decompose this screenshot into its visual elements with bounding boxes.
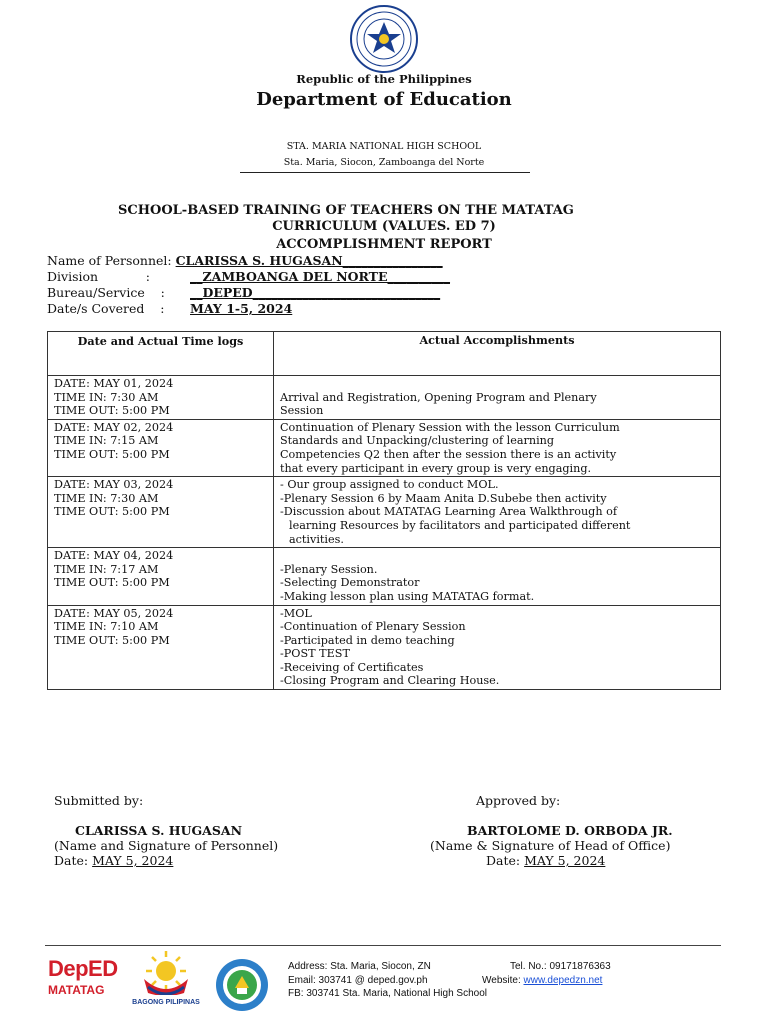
info-personnel — [47, 253, 443, 268]
table-header-row — [48, 332, 721, 376]
department-title: Department of Education — [256, 89, 512, 110]
footer-address: Address: Sta. Maria, Siocon, ZN — [288, 961, 431, 972]
acc-line: Standards and Unpacking/clustering of learning — [280, 434, 555, 448]
table-row — [48, 548, 721, 605]
info-value: __ZAMBOANGA DEL NORTE__________ — [190, 269, 451, 284]
footer-website — [482, 975, 602, 986]
submitted-by-role: (Name and Signature of Personnel) — [54, 838, 279, 853]
log-line: TIME IN: 7:15 AM — [54, 434, 159, 448]
log-cell — [48, 605, 274, 690]
accomplishment-cell — [274, 548, 721, 605]
submitted-by-name: CLARISSA S. HUGASAN — [75, 823, 243, 838]
submitted-date — [54, 853, 173, 868]
school-seal-icon — [215, 958, 269, 1012]
acc-line: -POST TEST — [280, 647, 350, 661]
deped-seal-icon — [349, 4, 419, 74]
column-header-logs: Date and Actual Time logs — [48, 332, 274, 376]
acc-line: -Plenary Session 6 by Maam Anita D.Subebe then activity — [280, 491, 607, 505]
log-line: TIME IN: 7:30 AM — [54, 491, 159, 505]
table-row — [48, 477, 721, 548]
info-value: MAY 1-5, 2024 — [190, 301, 293, 316]
date-value: MAY 5, 2024 — [524, 853, 606, 868]
acc-line: -Continuation of Plenary Session — [280, 620, 466, 634]
log-line: TIME IN: 7:17 AM — [54, 562, 159, 576]
bagong-pilipinas-sun-icon — [126, 949, 206, 995]
log-cell — [48, 548, 274, 605]
approved-by-role: (Name & Signature of Head of Office) — [430, 838, 671, 853]
acc-line: Arrival and Registration, Opening Program and Plenary — [280, 390, 597, 404]
log-cell — [48, 376, 274, 420]
website-label: Website: — [482, 975, 524, 986]
column-header-accomplishments: Actual Accomplishments — [274, 332, 721, 376]
log-line: DATE: MAY 04, 2024 — [54, 549, 174, 563]
accomplishment-table — [47, 331, 721, 690]
footer-email: Email: 303741 @ deped.gov.ph — [288, 975, 428, 986]
matatag-logo-text: MATATAG — [48, 983, 105, 997]
acc-line: -Selecting Demonstrator — [280, 576, 420, 590]
acc-line: that every participant in every group is very engaging. — [280, 461, 592, 475]
log-line: TIME IN: 7:10 AM — [54, 620, 159, 634]
accomplishment-cell — [274, 477, 721, 548]
log-line: TIME OUT: 5:00 PM — [54, 505, 170, 519]
bagong-pilipinas-logo — [126, 949, 206, 1009]
info-label: Bureau/Service : — [47, 285, 165, 300]
approved-by-name: BARTOLOME D. ORBODA JR. — [467, 823, 673, 838]
acc-line — [280, 377, 714, 391]
approved-date — [486, 853, 605, 868]
republic-text: Republic of the Philippines — [296, 72, 472, 86]
date-label: Date: — [54, 853, 93, 868]
date-value: MAY 5, 2024 — [92, 853, 174, 868]
report-title-line1: SCHOOL-BASED TRAINING OF TEACHERS ON THE MATATAG — [118, 203, 574, 218]
log-line: DATE: MAY 02, 2024 — [54, 420, 174, 434]
info-value: __DEPED______________________________ — [190, 285, 441, 300]
footer-tel: Tel. No.: 09171876363 — [510, 961, 611, 972]
accomplishment-cell — [274, 419, 721, 476]
log-cell — [48, 477, 274, 548]
deped-logo-text: DepED — [48, 956, 118, 981]
info-label: Date/s Covered : — [47, 301, 165, 316]
info-dates — [47, 301, 292, 316]
log-line: TIME OUT: 5:00 PM — [54, 633, 170, 647]
acc-line: -Plenary Session. — [280, 562, 378, 576]
log-line: TIME OUT: 5:00 PM — [54, 447, 170, 461]
footer-divider — [45, 945, 721, 946]
table-row — [48, 376, 721, 420]
approved-by-label: Approved by: — [476, 793, 561, 808]
log-line: DATE: MAY 05, 2024 — [54, 606, 174, 620]
acc-line: -Discussion about MATATAG Learning Area Walkthrough of — [280, 505, 617, 519]
report-title-line3: ACCOMPLISHMENT REPORT — [276, 237, 492, 252]
bagong-pilipinas-text: BAGONG PILIPINAS — [132, 999, 200, 1006]
info-bureau — [47, 285, 440, 300]
acc-line: -MOL — [280, 606, 312, 620]
submitted-by-label: Submitted by: — [54, 793, 144, 808]
acc-line: -Making lesson plan using MATATAG format. — [280, 589, 535, 603]
acc-line: -Receiving of Certificates — [280, 660, 424, 674]
acc-line: -Participated in demo teaching — [280, 633, 455, 647]
info-label: Name of Personnel: — [47, 253, 172, 268]
log-line: DATE: MAY 01, 2024 — [54, 377, 174, 390]
footer-fb: FB: 303741 Sta. Maria, National High School — [288, 988, 487, 999]
website-link[interactable]: www.depedzn.net — [523, 975, 603, 986]
log-cell — [48, 419, 274, 476]
acc-line — [280, 549, 714, 563]
acc-line: -Closing Program and Clearing House. — [280, 674, 500, 688]
info-division — [47, 269, 450, 284]
log-line: DATE: MAY 03, 2024 — [54, 478, 174, 492]
table-row — [48, 605, 721, 690]
acc-line: Competencies Q2 then after the session there is an activity — [280, 447, 617, 461]
report-title-line2: CURRICULUM (VALUES. ED 7) — [272, 219, 496, 234]
info-label: Division : — [47, 269, 150, 284]
acc-line: activities. — [289, 532, 344, 546]
table-row — [48, 419, 721, 476]
info-value: CLARISSA S. HUGASAN________________ — [175, 253, 443, 268]
date-label: Date: — [486, 853, 525, 868]
log-line: TIME IN: 7:30 AM — [54, 390, 159, 404]
header-divider — [240, 172, 530, 173]
acc-line: learning Resources by facilitators and participated different — [289, 518, 631, 532]
acc-line: Session — [280, 404, 324, 418]
accomplishment-cell — [274, 376, 721, 420]
accomplishment-cell — [274, 605, 721, 690]
deped-matatag-logo — [48, 957, 118, 1001]
log-line: TIME OUT: 5:00 PM — [54, 576, 170, 590]
acc-line: Continuation of Plenary Session with the lesson Curriculum — [280, 420, 620, 434]
acc-line: - Our group assigned to conduct MOL. — [280, 478, 499, 492]
school-name: STA. MARIA NATIONAL HIGH SCHOOL — [286, 141, 482, 152]
school-address: Sta. Maria, Siocon, Zamboanga del Norte — [283, 157, 485, 168]
log-line: TIME OUT: 5:00 PM — [54, 404, 170, 418]
